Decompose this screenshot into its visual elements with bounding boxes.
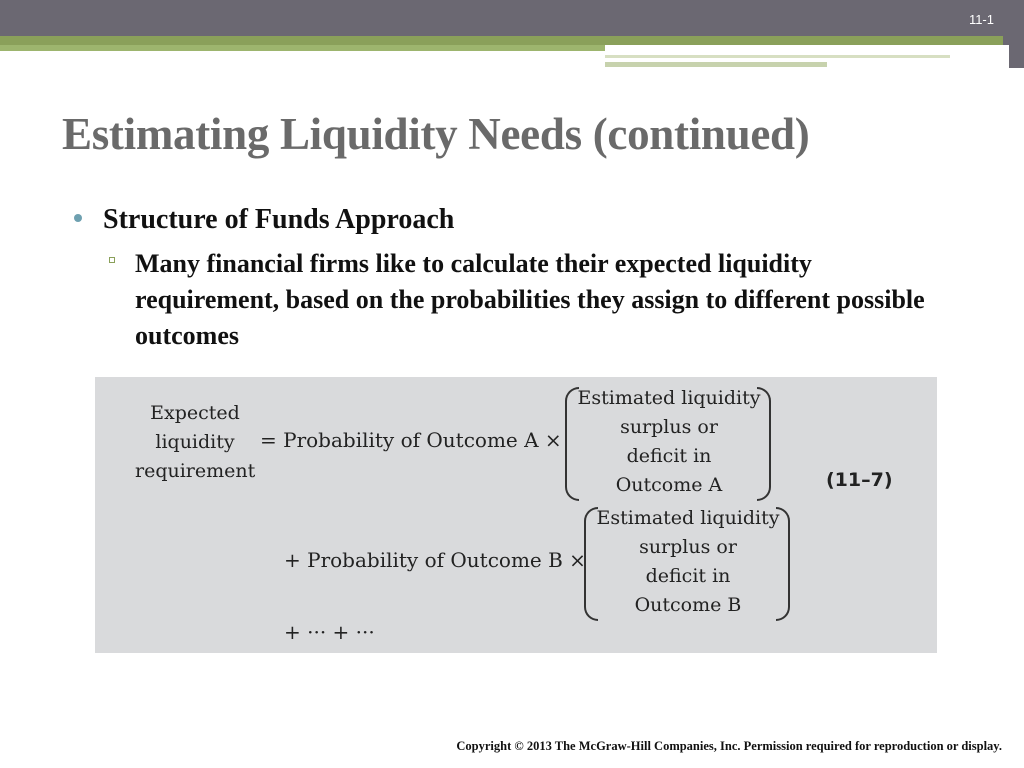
header-accent-stripe-short — [0, 45, 605, 51]
slide-number: 11-1 — [968, 12, 994, 27]
paren-line: deficit in — [626, 445, 712, 467]
lhs-line: liquidity — [155, 431, 235, 453]
header-corner-notch-gap — [1003, 45, 1009, 68]
paren-line: surplus or — [639, 536, 737, 558]
lhs-line: requirement — [135, 460, 256, 482]
header-bar — [0, 0, 1024, 36]
equation-term-b: + Probability of Outcome B × — [284, 548, 586, 572]
equation-panel — [95, 377, 937, 653]
sub-bullet-text: Many financial firms like to calculate their expected liquidity requirement, based on the probabilities they assign to different possible outcomes — [135, 249, 925, 350]
lhs-line: Expected — [150, 402, 240, 424]
right-paren-icon — [757, 387, 771, 501]
equation-continuation: + ··· + ··· — [284, 620, 375, 644]
square-bullet-icon — [109, 257, 115, 263]
paren-line: deficit in — [645, 565, 731, 587]
header-accent-line — [605, 55, 950, 58]
slide-title: Estimating Liquidity Needs (continued) — [62, 109, 810, 159]
bullet-dot-icon — [74, 214, 82, 222]
paren-line: Outcome B — [634, 594, 742, 616]
header-accent-line-short — [605, 62, 827, 67]
paren-line: Estimated liquidity — [577, 387, 761, 409]
equation-lhs — [135, 399, 255, 486]
equation-term-a: = Probability of Outcome A × — [260, 428, 562, 452]
paren-line: Outcome A — [615, 474, 723, 496]
paren-content-b — [594, 504, 782, 620]
header-accent-stripe — [0, 36, 1024, 45]
right-paren-icon — [776, 507, 790, 621]
paren-content-a — [575, 384, 763, 500]
paren-line: Estimated liquidity — [596, 507, 780, 529]
bullet-text: Structure of Funds Approach — [103, 204, 455, 235]
copyright-notice: Copyright © 2013 The McGraw-Hill Companies, Inc. Permission required for reproduction or display. — [456, 739, 1002, 753]
paren-line: surplus or — [620, 416, 718, 438]
equation-number: (11–7) — [826, 469, 893, 491]
